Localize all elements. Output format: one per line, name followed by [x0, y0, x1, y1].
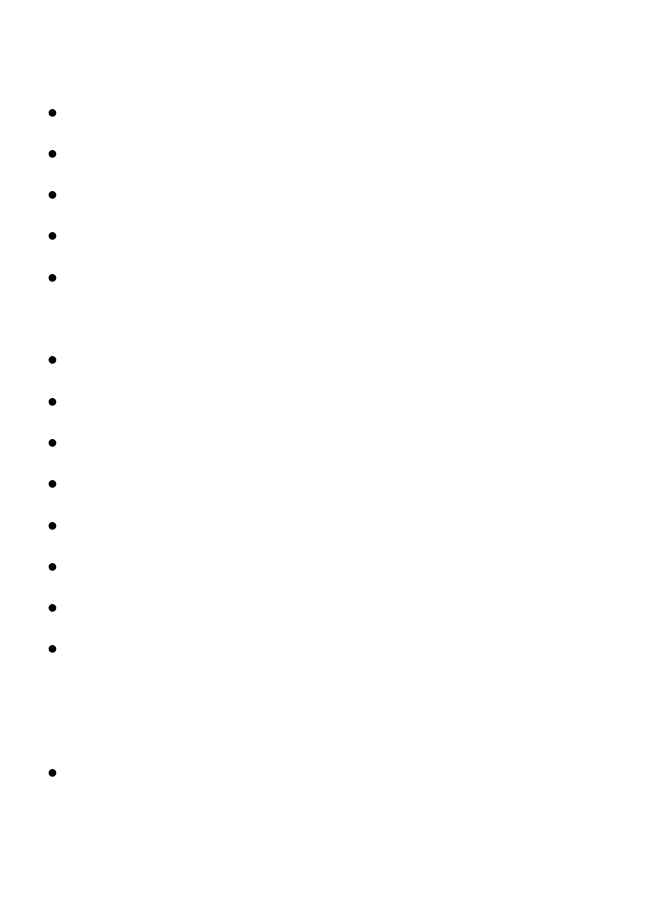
bullet-item [0, 587, 671, 628]
bullet-icon: ● [47, 597, 58, 618]
bullet-icon: ● [47, 390, 58, 411]
bullet-item [0, 381, 671, 422]
bullet-continuation [0, 670, 671, 711]
bullet-icon: ● [47, 473, 58, 494]
bullet-icon: ● [47, 266, 58, 287]
bullet-icon: ● [47, 638, 58, 659]
bullet-icon: ● [47, 762, 58, 783]
bullet-continuation [0, 298, 671, 339]
bullet-icon: ● [47, 555, 58, 576]
bullet-icon: ● [47, 101, 58, 122]
bullet-item [0, 339, 671, 380]
intro-line-1 [0, 9, 671, 50]
bullet-item [0, 215, 671, 256]
bullet-icon: ● [47, 225, 58, 246]
sql-example-line-2 [0, 876, 671, 917]
bullet-item [0, 546, 671, 587]
bullet-icon: ● [47, 142, 58, 163]
bullet-item [0, 463, 671, 504]
bullet-item [0, 422, 671, 463]
bullet-item [0, 752, 671, 793]
sql-example-line-1 [0, 835, 671, 876]
bullet-continuation [0, 711, 671, 752]
bullet-continuation [0, 794, 671, 835]
bullet-item [0, 133, 671, 174]
bullet-item [0, 174, 671, 215]
bullet-item [0, 257, 671, 298]
bullet-item [0, 92, 671, 133]
bullet-icon: ● [47, 514, 58, 535]
bullet-item [0, 505, 671, 546]
bullet-item [0, 628, 671, 669]
bullet-icon: ● [47, 184, 58, 205]
bullet-icon: ● [47, 431, 58, 452]
intro-line-2 [0, 50, 671, 91]
bullet-icon: ● [47, 349, 58, 370]
